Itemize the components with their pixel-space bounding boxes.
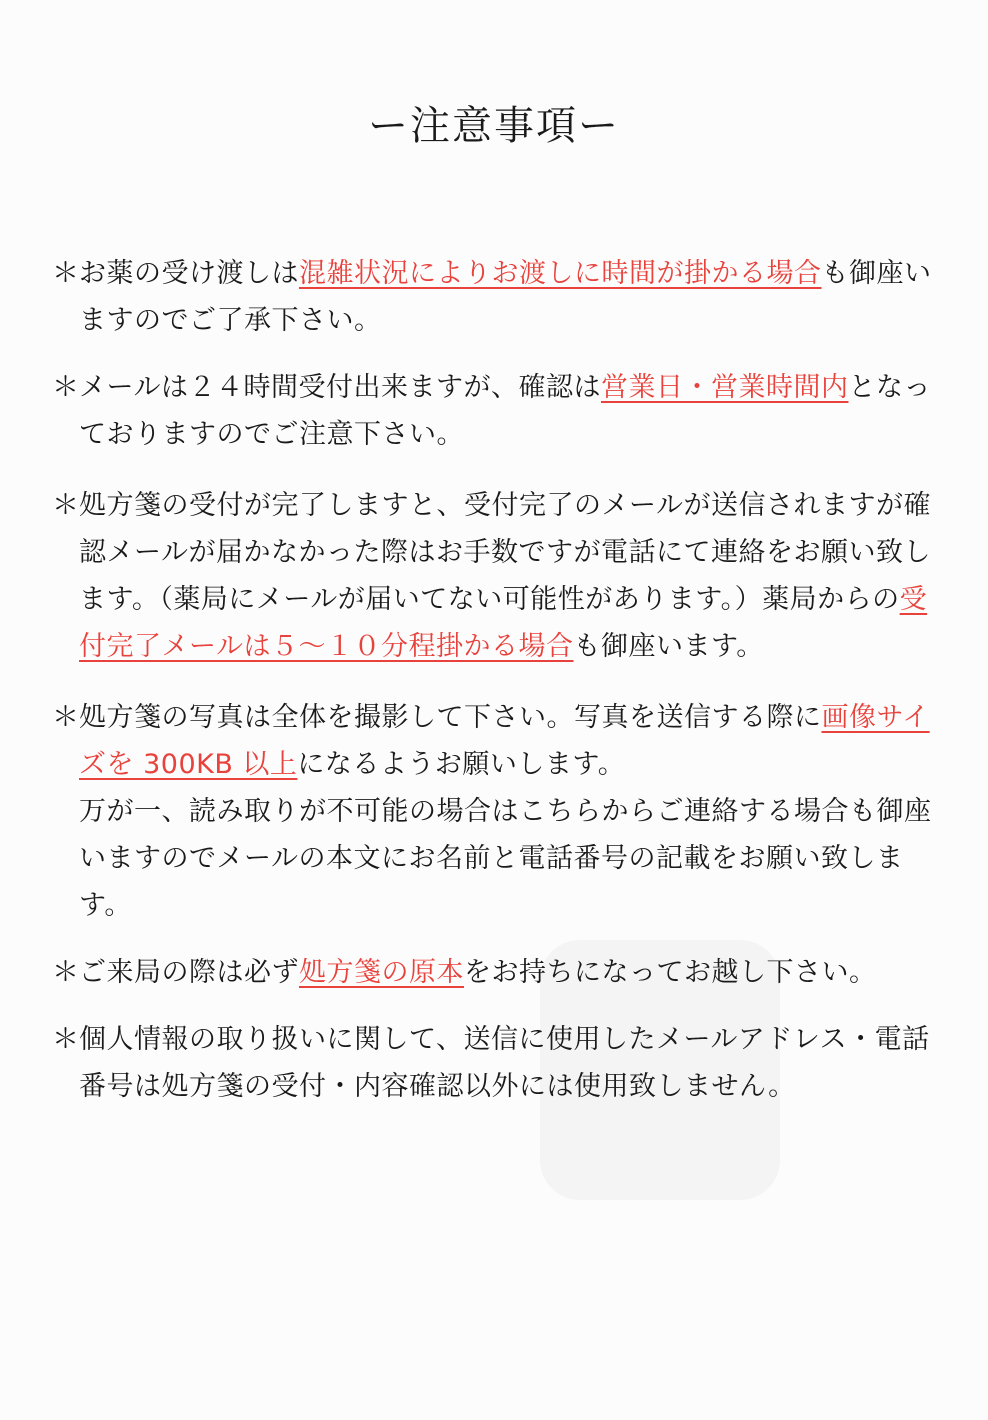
asterisk-icon: ＊ [52, 957, 79, 988]
asterisk-icon: ＊ [52, 702, 79, 733]
note-item [52, 1016, 932, 1110]
page-title: ー注意事項ー [368, 103, 620, 149]
note-highlight: 画像サイズを 300KB 以上 [79, 702, 930, 780]
note-text-part: メールは２４時間受付出来ますが、確認は [79, 372, 601, 403]
note-text-part: お薬の受け渡しは [79, 258, 299, 289]
note-item [52, 250, 932, 344]
note-text [79, 949, 932, 996]
asterisk-icon: ＊ [52, 258, 79, 289]
note-text-part: 処方箋の受付が完了しますと、受付完了のメールが送信されますが確認メールが届かなかった際はお手数ですが電話にて連絡をお願い致します。（薬局にメールが届いてない可能性があります。）薬局からの [79, 490, 931, 615]
note-text [79, 364, 932, 458]
asterisk-icon: ＊ [52, 490, 79, 521]
note-text-part: 個人情報の取り扱いに関して、送信に使用したメールアドレス・電話番号は処方箋の受付・内容確認以外には使用致しません。 [79, 1024, 930, 1102]
note-text [79, 250, 932, 344]
note-highlight: 受付完了メールは５〜１０分程掛かる場合 [79, 584, 928, 662]
asterisk-icon: ＊ [52, 372, 79, 403]
note-text-part: も御座います。 [573, 631, 764, 662]
note-highlight: 混雑状況によりお渡しに時間が掛かる場合 [299, 258, 822, 289]
note-text-part: ご来局の際は必ず [79, 957, 299, 988]
note-item [52, 364, 932, 458]
note-text-part: 万が一、読み取りが不可能の場合はこちらからご連絡する場合も御座いますのでメールの本文にお名前と電話番号の記載をお願い致します。 [79, 796, 932, 921]
note-text-part: 処方箋の写真は全体を撮影して下さい。写真を送信する際に [79, 702, 822, 733]
note-text-part: も御座いますのでご了承下さい。 [79, 258, 932, 336]
note-text [79, 694, 932, 929]
note-text-part: になるようお願いします。 [297, 749, 626, 780]
notes-list [52, 250, 932, 1136]
note-item [52, 482, 932, 670]
note-text [79, 482, 932, 670]
note-text-part: となっておりますのでご注意下さい。 [79, 372, 931, 450]
note-text-part: をお持ちになってお越し下さい。 [464, 957, 877, 988]
note-text [79, 1016, 932, 1110]
note-item [52, 949, 932, 996]
note-highlight: 処方箋の原本 [299, 957, 464, 988]
note-highlight: 営業日・営業時間内 [600, 372, 849, 403]
asterisk-icon: ＊ [52, 1024, 79, 1055]
note-item [52, 694, 932, 929]
